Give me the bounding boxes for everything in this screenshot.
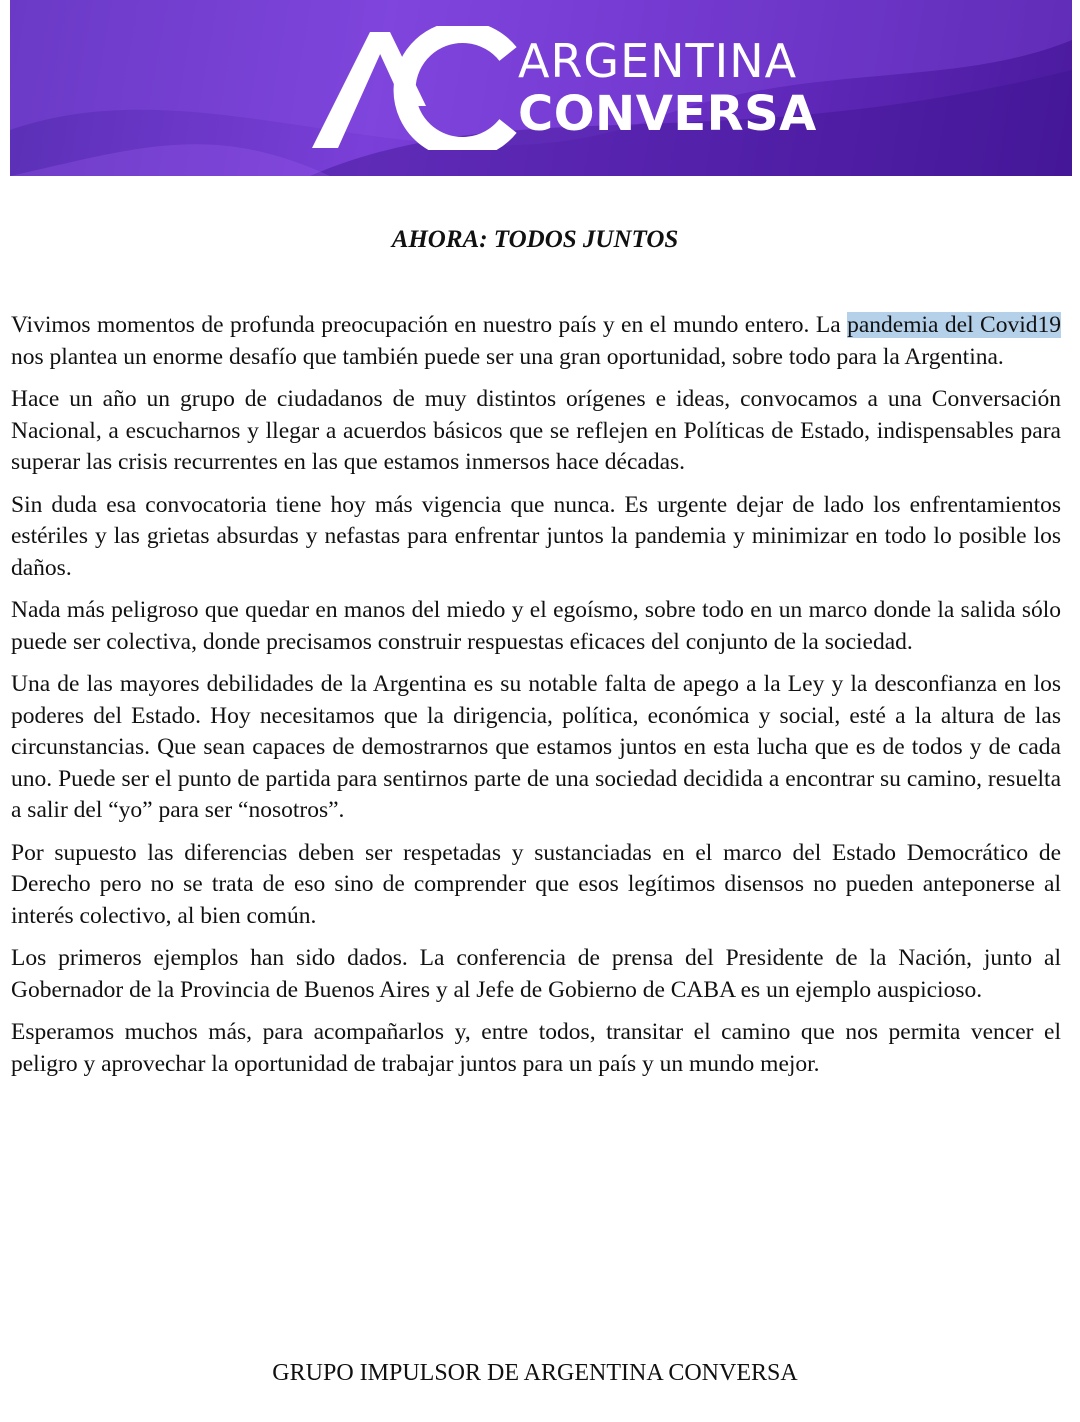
header-banner — [10, 0, 1072, 176]
paragraph-5: Una de las mayores debilidades de la Argentina es su notable falta de apego a la Ley y la desconfianza en los poderes del Estado. Hoy necesitamos que la dirigencia, política, económica y social, esté a la altura de las circunstancias. Que sean capaces de demostrarnos que estamos juntos en esta lucha que es de todos y de cada uno. Puede ser el punto de partida para sentirnos parte de una sociedad decidida a encontrar su camino, resuelta a salir del “yo” para ser “nosotros”. — [11, 671, 1061, 823]
paragraph-4: Nada más peligroso que quedar en manos del miedo y el egoísmo, sobre todo en un marco donde la salida sólo puede ser colectiva, donde precisamos construir respuestas eficaces del conjunto de la sociedad. — [11, 597, 1061, 655]
paragraph-6: Por supuesto las diferencias deben ser respetadas y sustanciadas en el marco del Estado Democrático de Derecho pero no se trata de eso sino de comprender que esos legítimos disensos no pueden anteponerse al interés colectivo, al bien común. — [11, 839, 1061, 929]
paragraph-8: Esperamos muchos más, para acompañarlos y, entre todos, transitar el camino que nos permita vencer el peligro y aprovechar la oportunidad de trabajar juntos para un país y un mundo mejor. — [11, 1019, 1061, 1077]
selected-text-highlight[interactable]: pandemia del Covid19 — [847, 312, 1062, 338]
paragraph-2: Hace un año un grupo de ciudadanos de muy distintos orígenes e ideas, convocamos a una Conversación Nacional, a escucharnos y llegar a acuerdos básicos que se reflejen en Políticas de Estado, indispensables para superar las crisis recurrentes en las que estamos inmersos hace décadas. — [11, 386, 1061, 475]
logo-line-argentina: ARGENTINA — [518, 34, 798, 88]
paragraph-1-start: Vivimos momentos de profunda preocupación en nuestro país y en el mundo entero. La — [11, 312, 848, 338]
logo-wordmark — [518, 34, 817, 142]
paragraph-1 — [11, 310, 1061, 373]
document-body — [11, 310, 1061, 1091]
paragraph-7: Los primeros ejemplos han sido dados. La conferencia de prensa del Presidente de la Nación, junto al Gobernador de la Provincia de Buenos Aires y al Jefe de Gobierno de CABA es un ejemplo auspicioso. — [11, 945, 1061, 1003]
signature-footer: GRUPO IMPULSOR DE ARGENTINA CONVERSA — [272, 1360, 798, 1386]
ac-logo-icon — [308, 26, 518, 150]
paragraph-3: Sin duda esa convocatoria tiene hoy más vigencia que nunca. Es urgente dejar de lado los enfrentamientos estériles y las grietas absurdas y nefastas para enfrentar juntos la pandemia y minimizar en todo lo posible los daños. — [11, 491, 1061, 581]
logo-line-conversa: CONVERSA — [518, 86, 817, 142]
paragraph-1-end: nos plantea un enorme desafío que también puede ser una gran oportunidad, sobre todo para la Argentina. — [11, 343, 1004, 370]
document-title: AHORA: TODOS JUNTOS — [391, 226, 679, 253]
